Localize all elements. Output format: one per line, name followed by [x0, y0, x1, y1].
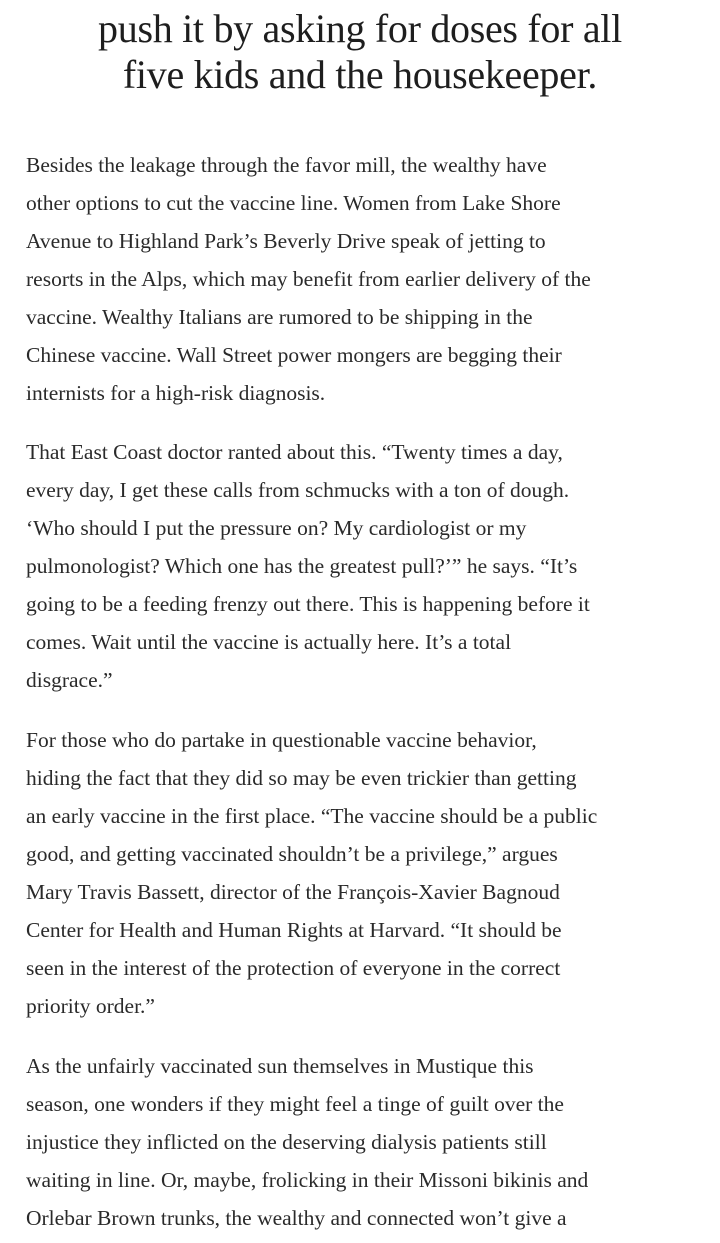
paragraph-line: ‘Who should I put the pressure on? My cardiologist or my	[26, 516, 527, 540]
paragraph-line: going to be a feeding frenzy out there. This is happening before it	[26, 592, 590, 616]
paragraph-line: That East Coast doctor ranted about this. “Twenty times a day,	[26, 440, 563, 464]
paragraph-line: internists for a high-risk diagnosis.	[26, 381, 326, 405]
pull-quote-line: push it by asking for doses for all	[98, 6, 622, 51]
paragraph-line: disgrace.”	[26, 668, 113, 692]
paragraph-line: seen in the interest of the protection of everyone in the correct	[26, 956, 561, 980]
paragraph-line: other options to cut the vaccine line. Women from Lake Shore	[26, 191, 561, 215]
paragraph-line: Besides the leakage through the favor mill, the wealthy have	[26, 153, 547, 177]
paragraph-line: Chinese vaccine. Wall Street power mongers are begging their	[26, 343, 562, 367]
paragraph-line: Center for Health and Human Rights at Harvard. “It should be	[26, 918, 562, 942]
pull-quote-line: five kids and the housekeeper.	[122, 52, 598, 97]
paragraph-3	[26, 721, 714, 1025]
paragraph-line: every day, I get these calls from schmucks with a ton of dough.	[26, 478, 570, 502]
paragraph-4	[26, 1047, 714, 1237]
pull-quote	[20, 6, 700, 98]
paragraph-line: vaccine. Wealthy Italians are rumored to be shipping in the	[26, 305, 533, 329]
paragraph-line: resorts in the Alps, which may benefit from earlier delivery of the	[26, 267, 591, 291]
paragraph-line: For those who do partake in questionable vaccine behavior,	[26, 728, 537, 752]
paragraph-line: Avenue to Highland Park’s Beverly Drive speak of jetting to	[26, 229, 546, 253]
paragraph-1	[26, 146, 714, 412]
paragraph-line: waiting in line. Or, maybe, frolicking in their Missoni bikinis and	[26, 1168, 589, 1192]
paragraph-line: injustice they inflicted on the deserving dialysis patients still	[26, 1130, 547, 1154]
paragraph-line: comes. Wait until the vaccine is actually here. It’s a total	[26, 630, 512, 654]
paragraph-2	[26, 433, 714, 699]
paragraph-line: an early vaccine in the first place. “The vaccine should be a public	[26, 804, 598, 828]
paragraph-line: As the unfairly vaccinated sun themselves in Mustique this	[26, 1054, 534, 1078]
paragraph-line: good, and getting vaccinated shouldn’t be a privilege,” argues	[26, 842, 558, 866]
paragraph-line: Mary Travis Bassett, director of the François-Xavier Bagnoud	[26, 880, 560, 904]
paragraph-line: hiding the fact that they did so may be even trickier than getting	[26, 766, 577, 790]
paragraph-line: pulmonologist? Which one has the greatest pull?’” he says. “It’s	[26, 554, 578, 578]
paragraph-line: season, one wonders if they might feel a tinge of guilt over the	[26, 1092, 564, 1116]
paragraph-line: Orlebar Brown trunks, the wealthy and connected won’t give a	[26, 1206, 567, 1230]
paragraph-line: priority order.”	[26, 994, 155, 1018]
